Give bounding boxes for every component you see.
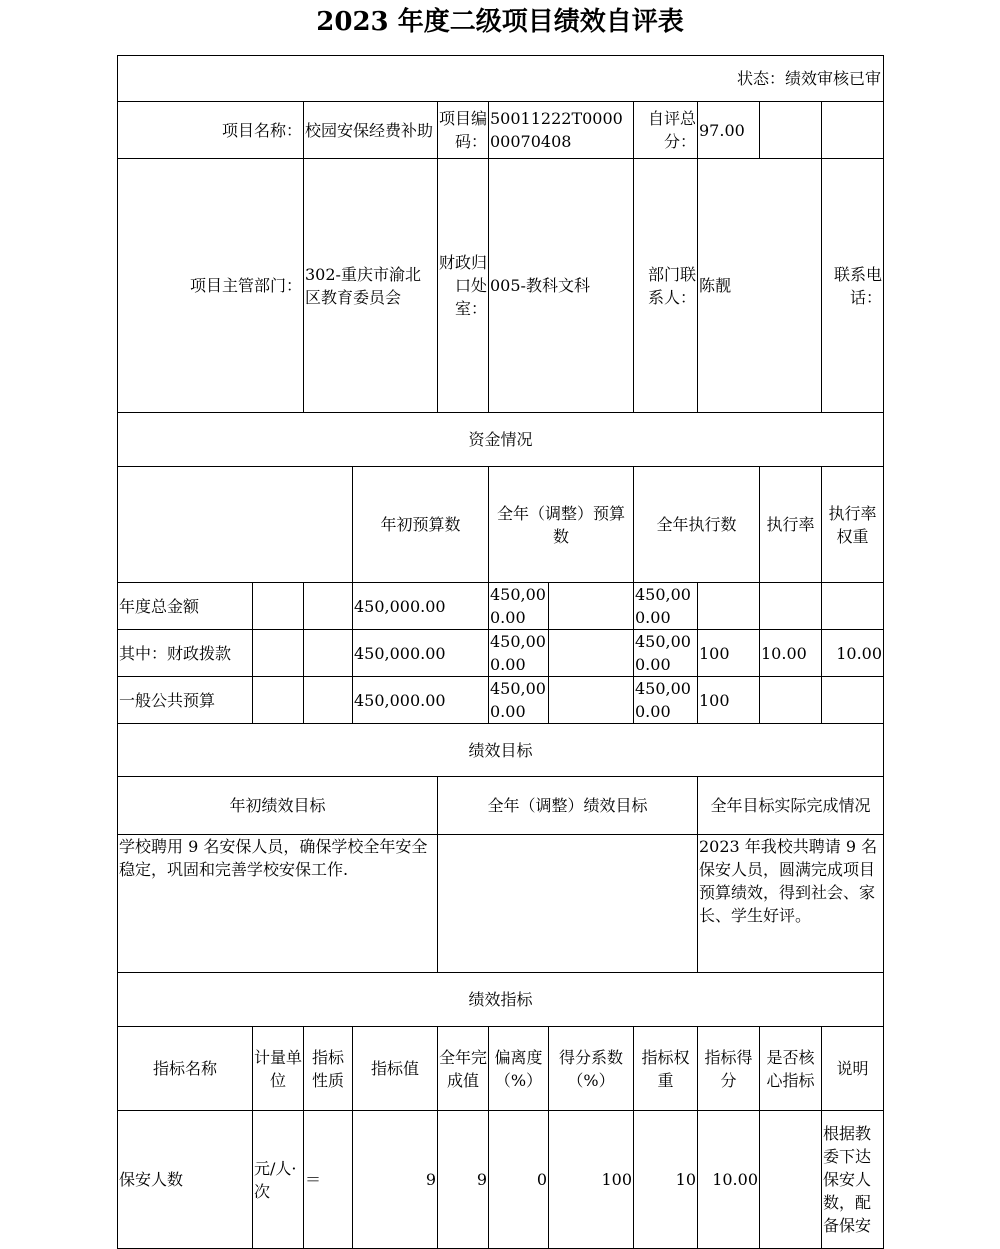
table-row [118, 630, 884, 677]
ind-row-value: 9 [353, 1111, 438, 1249]
funds-header-adjusted: 全年（调整）预算数 [489, 467, 634, 583]
funds-row-label: 一般公共预算 [118, 677, 253, 724]
funds-row-executed: 450,000.00 [634, 677, 698, 724]
ind-row-core [760, 1111, 822, 1249]
ind-row-done: 9 [438, 1111, 489, 1249]
funds-row-adjusted: 450,000.00 [489, 630, 549, 677]
funds-header-executed: 全年执行数 [634, 467, 760, 583]
table-row [118, 583, 884, 630]
goals-section-title: 绩效目标 [118, 724, 884, 777]
ind-header-value: 指标值 [353, 1027, 438, 1111]
funds-row-initial: 450,000.00 [353, 583, 489, 630]
dept-value: 302-重庆市渝北区教育委员会 [304, 159, 438, 413]
funds-row-rate [698, 583, 760, 630]
indicators-section-title: 绩效指标 [118, 973, 884, 1027]
table-row [118, 677, 884, 724]
funds-row-initial: 450,000.00 [353, 630, 489, 677]
status-cell: 状态：绩效审核已审 [118, 56, 884, 102]
empty-cell [253, 630, 304, 677]
page-title: 2023 年度二级项目绩效自评表 [316, 7, 684, 37]
funds-row-weight [760, 583, 822, 630]
goals-adjusted-text [438, 835, 698, 973]
ind-header-unit: 计量单位 [253, 1027, 304, 1111]
funds-row-score [822, 583, 884, 630]
funds-row-executed: 450,000.00 [634, 583, 698, 630]
ind-header-name: 指标名称 [118, 1027, 253, 1111]
evaluation-table [117, 55, 884, 1249]
project-code-label: 项目编码： [438, 102, 489, 159]
ind-header-nature: 指标性质 [304, 1027, 353, 1111]
contact-value: 陈靓 [698, 159, 822, 413]
ind-header-done: 全年完成值 [438, 1027, 489, 1111]
ind-header-core: 是否核心指标 [760, 1027, 822, 1111]
funds-row-initial: 450,000.00 [353, 677, 489, 724]
ind-row-weight: 10 [634, 1111, 698, 1249]
funds-row-rate: 100 [698, 630, 760, 677]
ind-header-score: 指标得分 [698, 1027, 760, 1111]
office-label: 财政归口处室： [438, 159, 489, 413]
funds-header-rate: 执行率 [760, 467, 822, 583]
ind-row-deviation: 0 [489, 1111, 549, 1249]
funds-row-label: 其中：财政拨款 [118, 630, 253, 677]
empty-cell [253, 583, 304, 630]
goals-col-adjusted: 全年（调整）绩效目标 [438, 777, 698, 835]
empty-cell [822, 102, 884, 159]
funds-section-title: 资金情况 [118, 413, 884, 467]
empty-cell [549, 677, 634, 724]
contact-label: 部门联系人： [634, 159, 698, 413]
ind-header-coef: 得分系数（%） [549, 1027, 634, 1111]
funds-row-adjusted: 450,000.00 [489, 677, 549, 724]
empty-cell [304, 630, 353, 677]
phone-label: 联系电话： [822, 159, 884, 413]
funds-row-label: 年度总金额 [118, 583, 253, 630]
ind-row-name: 保安人数 [118, 1111, 253, 1249]
funds-row-rate: 100 [698, 677, 760, 724]
office-value: 005-教科文科 [489, 159, 634, 413]
funds-row-score [822, 677, 884, 724]
ind-header-deviation: 偏离度（%） [489, 1027, 549, 1111]
funds-row-score: 10.00 [822, 630, 884, 677]
empty-cell [304, 583, 353, 630]
table-row [118, 1111, 884, 1249]
goals-col-initial: 年初绩效目标 [118, 777, 438, 835]
funds-row-adjusted: 450,000.00 [489, 583, 549, 630]
funds-row-executed: 450,000.00 [634, 630, 698, 677]
empty-cell [304, 677, 353, 724]
ind-header-note: 说明 [822, 1027, 884, 1111]
ind-row-coef: 100 [549, 1111, 634, 1249]
ind-row-unit: 元/人·次 [253, 1111, 304, 1249]
ind-header-weight: 指标权重 [634, 1027, 698, 1111]
project-name-value: 校园安保经费补助 [304, 102, 438, 159]
goals-initial-text: 学校聘用 9 名安保人员，确保学校全年安全稳定，巩固和完善学校安保工作. [118, 835, 438, 973]
funds-header-weight: 执行率权重 [822, 467, 884, 583]
empty-cell [549, 583, 634, 630]
empty-cell [760, 102, 822, 159]
project-name-label: 项目名称： [118, 102, 304, 159]
funds-row-weight [760, 677, 822, 724]
ind-row-nature: ＝ [304, 1111, 353, 1249]
self-score-value: 97.00 [698, 102, 760, 159]
ind-row-score: 10.00 [698, 1111, 760, 1249]
goals-col-actual: 全年目标实际完成情况 [698, 777, 884, 835]
project-code-value: 50011222T000000070408 [489, 102, 634, 159]
self-score-label: 自评总分： [634, 102, 698, 159]
empty-cell [253, 677, 304, 724]
empty-cell [118, 467, 353, 583]
funds-header-initial: 年初预算数 [353, 467, 489, 583]
goals-actual-text: 2023 年我校共聘请 9 名保安人员，圆满完成项目预算绩效，得到社会、家长、学生好评。 [698, 835, 884, 973]
funds-row-weight: 10.00 [760, 630, 822, 677]
empty-cell [549, 630, 634, 677]
dept-label: 项目主管部门： [118, 159, 304, 413]
ind-row-note: 根据教委下达保安人数，配备保安 [822, 1111, 884, 1249]
